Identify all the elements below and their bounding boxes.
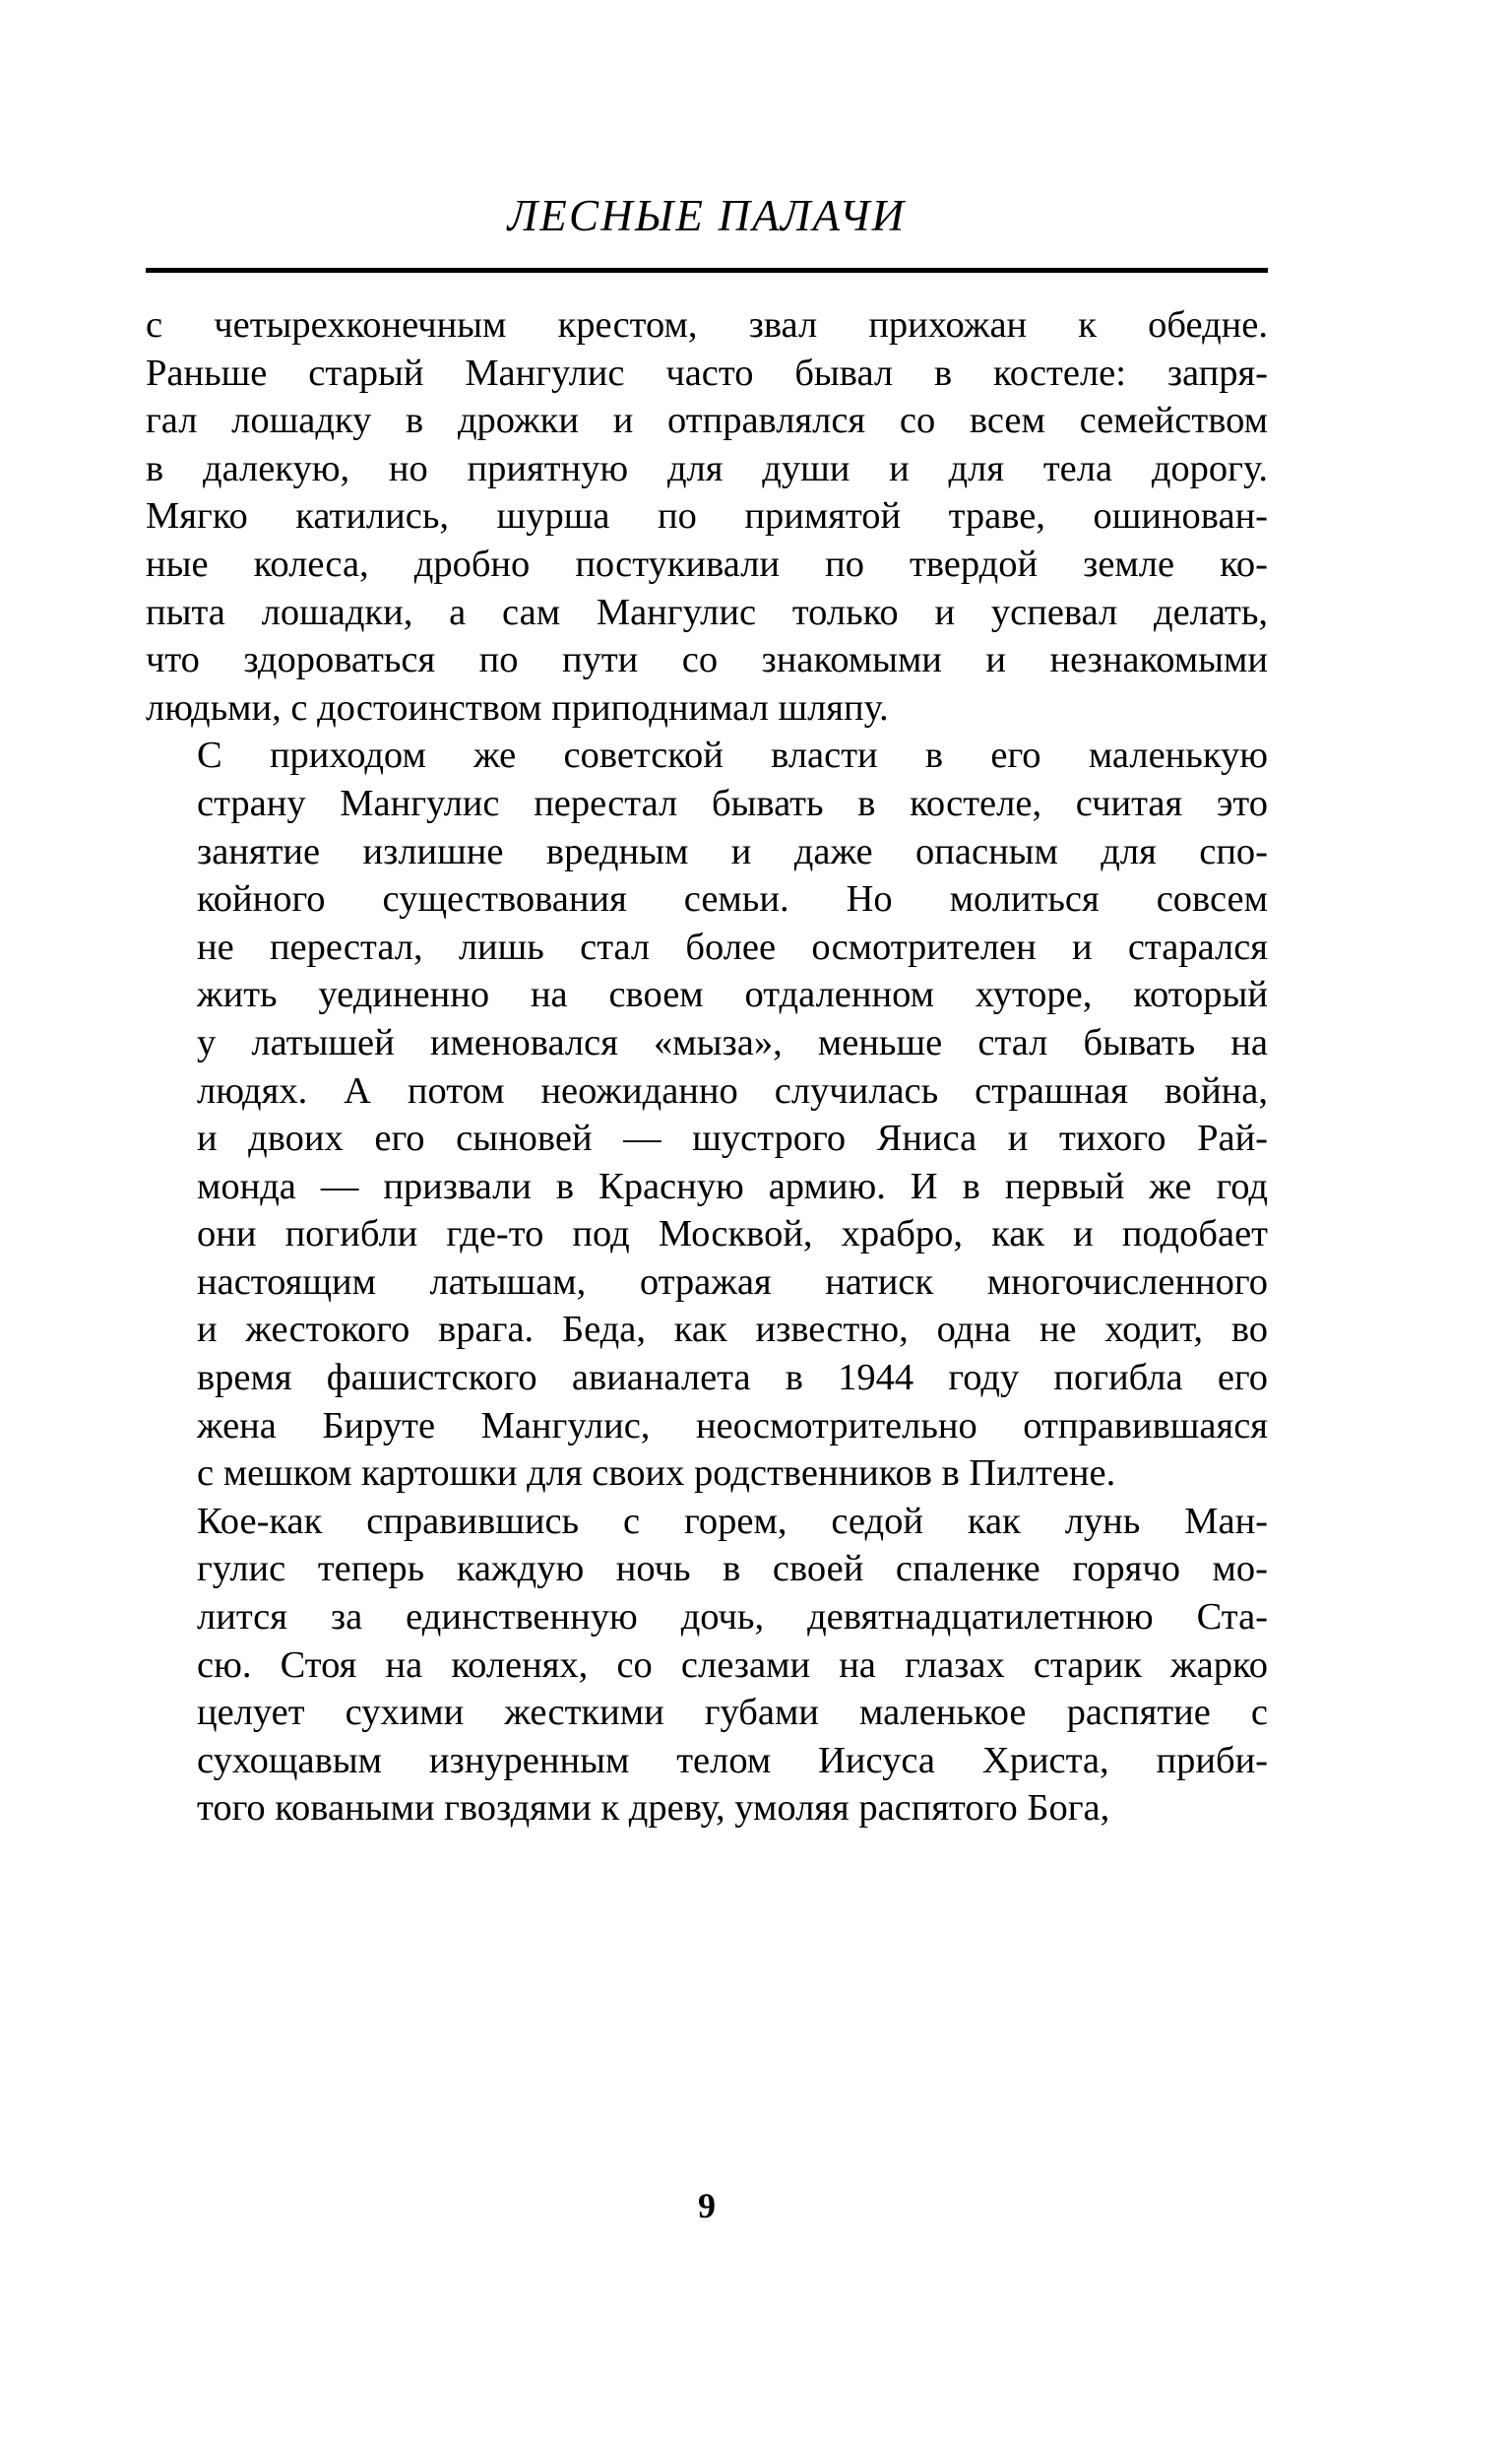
text-line: сю. Стоя на коленях, со слезами на глазах старик жарко (197, 1643, 1268, 1686)
text-line: монда — призвали в Красную армию. И в первый же год (197, 1165, 1268, 1207)
text-line: людях. А потом неожиданно случилась страшная война, (197, 1069, 1268, 1112)
text-line: Раньше старый Мангулис часто бывал в костеле: запря- (146, 352, 1268, 394)
text-line: гулис теперь каждую ночь в своей спаленке горячо мо- (197, 1548, 1268, 1590)
text-line: жить уединенно на своем отдаленном хуторе, который (197, 974, 1268, 1016)
text-line: настоящим латышам, отражая натиск многочисленного (197, 1260, 1268, 1303)
text-line: и двоих его сыновей — шустрого Яниса и тихого Рай- (197, 1118, 1268, 1160)
text-line: с мешком картошки для своих родственников в Пилтене. (197, 1452, 1116, 1495)
text-line: не перестал, лишь стал более осмотрителен и старался (197, 926, 1268, 968)
paragraph (146, 1498, 1268, 1832)
text-line: целует сухими жесткими губами маленькое распятие с (197, 1692, 1268, 1734)
text-column (146, 0, 1268, 2443)
running-head-rule (146, 268, 1268, 273)
text-line: койного существования семьи. Но молиться совсем (197, 878, 1268, 921)
paragraph (146, 732, 1268, 1498)
text-line: время фашистского авианалета в 1944 году погибла его (197, 1357, 1268, 1399)
text-line: жена Бируте Мангулис, неосмотрительно отправившаяся (197, 1404, 1268, 1447)
text-line: С приходом же советской власти в его маленькую (197, 735, 1268, 777)
paragraph (146, 301, 1268, 732)
text-line: Кое-как справившись с горем, седой как лунь Ман- (197, 1500, 1268, 1542)
page-number: 9 (698, 2186, 716, 2225)
text-line: пыта лошадки, а сам Мангулис только и успевал делать, (146, 591, 1268, 633)
text-line: и жестокого врага. Беда, как известно, одна не ходит, во (197, 1309, 1268, 1351)
text-line: в далекую, но приятную для души и для тела дорогу. (146, 447, 1268, 489)
text-line: они погибли где-то под Москвой, храбро, как и подобает (197, 1213, 1268, 1255)
running-head-title: ЛЕСНЫЕ ПАЛАЧИ (507, 191, 907, 240)
text-line: у латышей именовался «мыза», меньше стал бывать на (197, 1021, 1268, 1063)
text-line: Мягко катились, шурша по примятой траве, ошинован- (146, 495, 1268, 538)
text-line: что здороваться по пути со знакомыми и незнакомыми (146, 639, 1268, 681)
text-line: с четырехконечным крестом, звал прихожан к обедне. (146, 304, 1268, 346)
text-line: гал лошадку в дрожки и отправлялся со всем семейством (146, 400, 1268, 442)
text-line: ные колеса, дробно постукивали по твердой земле ко- (146, 543, 1268, 585)
text-line: того коваными гвоздями к древу, умоляя распятого Бога, (197, 1787, 1110, 1830)
text-line: лится за единственную дочь, девятнадцатилетнюю Ста- (197, 1596, 1268, 1639)
text-line: людьми, с достоинством приподнимал шляпу. (146, 686, 889, 729)
body-text (146, 301, 1268, 1832)
text-line: занятие излишне вредным и даже опасным для спо- (197, 830, 1268, 872)
text-line: страну Мангулис перестал бывать в костеле, считая это (197, 782, 1268, 824)
text-line: сухощавым изнуренным телом Иисуса Христа, приби- (197, 1739, 1268, 1781)
